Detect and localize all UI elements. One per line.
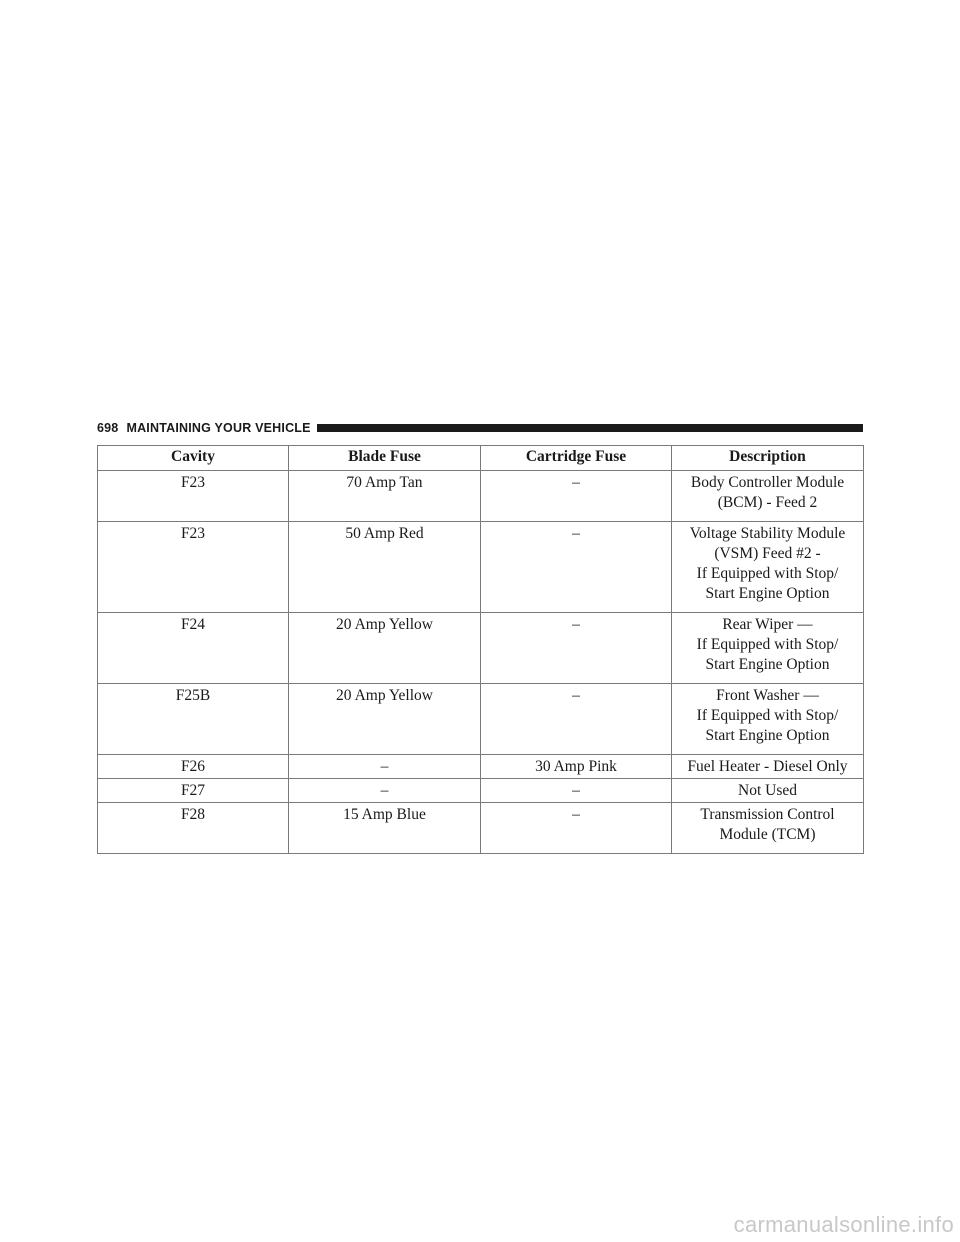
description-line: Fuel Heater - Diesel Only	[687, 758, 848, 775]
cell-cavity: F28	[98, 803, 289, 854]
header-rule	[317, 424, 863, 432]
table-row	[98, 779, 864, 803]
cell-description	[672, 522, 864, 613]
column-header-cavity: Cavity	[98, 446, 289, 471]
cell-cavity: F23	[98, 522, 289, 613]
cell-blade-fuse: –	[289, 755, 481, 779]
cell-cartridge-fuse: –	[481, 779, 672, 803]
description-line: Start Engine Option	[705, 585, 830, 602]
cell-description	[672, 755, 864, 779]
description-line: Not Used	[738, 782, 797, 799]
table-row	[98, 522, 864, 613]
section-title: MAINTAINING YOUR VEHICLE	[126, 421, 311, 435]
description-line: (VSM) Feed #2 -	[714, 545, 821, 562]
cell-blade-fuse: 50 Amp Red	[289, 522, 481, 613]
cell-cartridge-fuse: –	[481, 522, 672, 613]
table-body	[98, 471, 864, 854]
fuse-table	[97, 445, 864, 854]
cell-blade-fuse: –	[289, 779, 481, 803]
cell-cavity: F23	[98, 471, 289, 522]
cell-description	[672, 684, 864, 755]
cell-cartridge-fuse: –	[481, 471, 672, 522]
description-line: Start Engine Option	[705, 727, 830, 744]
cell-description	[672, 803, 864, 854]
table-row	[98, 684, 864, 755]
cell-blade-fuse: 70 Amp Tan	[289, 471, 481, 522]
cell-cartridge-fuse: –	[481, 613, 672, 684]
description-line: (BCM) - Feed 2	[717, 494, 818, 511]
cell-blade-fuse: 15 Amp Blue	[289, 803, 481, 854]
table-row	[98, 803, 864, 854]
table-row	[98, 471, 864, 522]
cell-cartridge-fuse: 30 Amp Pink	[481, 755, 672, 779]
cell-description	[672, 471, 864, 522]
table-header-row	[98, 446, 864, 471]
cell-cavity: F25B	[98, 684, 289, 755]
table-header	[98, 446, 864, 471]
cell-blade-fuse: 20 Amp Yellow	[289, 684, 481, 755]
cell-cavity: F26	[98, 755, 289, 779]
description-line: Start Engine Option	[705, 656, 830, 673]
description-line: Body Controller Module	[690, 474, 845, 491]
cell-blade-fuse: 20 Amp Yellow	[289, 613, 481, 684]
page-header	[97, 419, 863, 437]
cell-description	[672, 779, 864, 803]
description-line: Voltage Stability Module	[689, 525, 846, 542]
column-header-description: Description	[672, 446, 864, 471]
column-header-cartridge-fuse: Cartridge Fuse	[481, 446, 672, 471]
description-line: Transmission Control	[700, 806, 835, 823]
watermark-text: carmanualsonline.info	[733, 1212, 954, 1237]
description-line: If Equipped with Stop/	[696, 636, 839, 653]
cell-description	[672, 613, 864, 684]
cell-cartridge-fuse: –	[481, 803, 672, 854]
cell-cavity: F27	[98, 779, 289, 803]
column-header-blade-fuse: Blade Fuse	[289, 446, 481, 471]
table-row	[98, 755, 864, 779]
page-number: 698	[97, 421, 119, 435]
table-row	[98, 613, 864, 684]
description-line: If Equipped with Stop/	[696, 565, 839, 582]
cell-cartridge-fuse: –	[481, 684, 672, 755]
description-line: Module (TCM)	[719, 826, 816, 843]
cell-cavity: F24	[98, 613, 289, 684]
description-line: Rear Wiper —	[722, 616, 813, 633]
description-line: If Equipped with Stop/	[696, 707, 839, 724]
description-line: Front Washer —	[716, 687, 819, 704]
